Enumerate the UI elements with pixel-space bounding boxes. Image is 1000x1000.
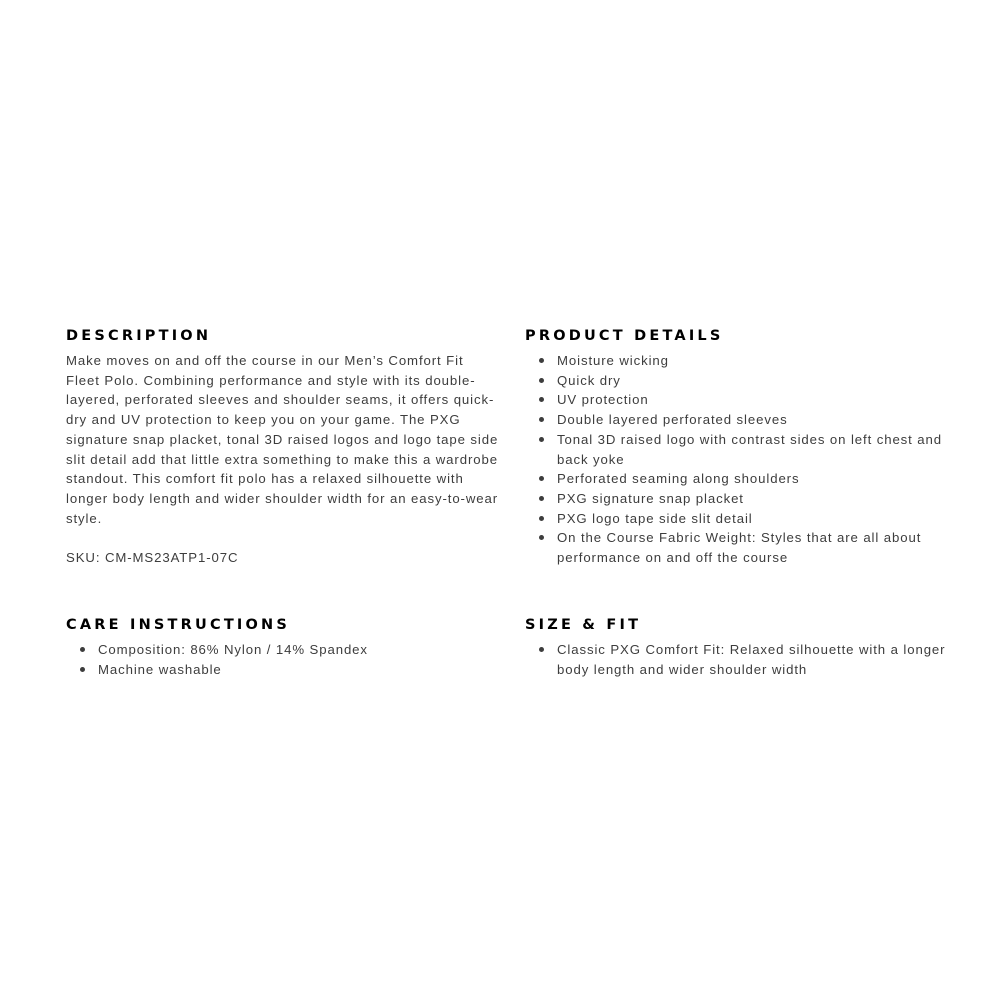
- list-item: [525, 640, 947, 679]
- list-item: [525, 410, 942, 430]
- list-item: [525, 469, 942, 489]
- bullet-icon: [539, 535, 544, 540]
- list-item-text: Perforated seaming along shoulders: [557, 471, 800, 487]
- bullet-icon: [539, 437, 544, 442]
- list-item-text: On the Course Fabric Weight: Styles that are all about performance on and off the course: [557, 530, 922, 566]
- size-fit-section: [525, 617, 960, 679]
- list-item: [525, 351, 942, 371]
- sku-text: SKU: CM-MS23ATP1-07C: [66, 550, 239, 566]
- bullet-icon: [539, 476, 544, 481]
- list-item: [525, 371, 942, 391]
- list-item-text: Composition: 86% Nylon / 14% Spandex: [98, 642, 368, 657]
- bullet-icon: [539, 496, 544, 501]
- list-item: [525, 528, 942, 567]
- description-section: [66, 328, 501, 568]
- size-fit-list: [525, 640, 960, 679]
- product-details-heading: PRODUCT DETAILS: [525, 328, 724, 344]
- size-fit-heading: SIZE & FIT: [525, 617, 642, 633]
- description-text: Make moves on and off the course in our Men’s Comfort Fit Fleet Polo. Combining performance and style with its double-layered, perforated sleeves and shoulder seams, it offers quick-dry and UV protection to keep you on your game. The PXG signature snap placket, tonal 3D raised logos and logo tape side slit detail add that little extra something to make this a wardrobe standout. This comfort fit polo has a relaxed silhouette with longer body length and wider shoulder width for an easy-to-wear style.: [66, 353, 499, 526]
- bullet-icon: [80, 647, 85, 652]
- list-item: [66, 640, 501, 660]
- product-details-section: [525, 328, 960, 568]
- list-item-text: Classic PXG Comfort Fit: Relaxed silhouette with a longer body length and wider shoulder width: [557, 642, 946, 677]
- list-item-text: Double layered perforated sleeves: [557, 412, 788, 428]
- bullet-icon: [80, 667, 85, 672]
- list-item-text: PXG logo tape side slit detail: [557, 510, 753, 526]
- list-item-text: PXG signature snap placket: [557, 490, 744, 506]
- list-item: [525, 509, 942, 529]
- bullet-icon: [539, 647, 544, 652]
- list-item: [66, 660, 501, 680]
- care-instructions-list: [66, 640, 501, 679]
- bullet-icon: [539, 516, 544, 521]
- care-instructions-heading: CARE INSTRUCTIONS: [66, 617, 291, 633]
- list-item-text: Moisture wicking: [557, 353, 669, 368]
- list-item-text: UV protection: [557, 392, 649, 408]
- description-heading: DESCRIPTION: [66, 328, 212, 344]
- list-item: [525, 430, 942, 469]
- bullet-icon: [539, 358, 544, 363]
- list-item: [525, 489, 942, 509]
- list-item: [525, 390, 942, 410]
- list-item-text: Machine washable: [98, 661, 222, 677]
- care-instructions-section: [66, 617, 501, 679]
- bullet-icon: [539, 417, 544, 422]
- list-item-text: Quick dry: [557, 372, 621, 388]
- list-item-text: Tonal 3D raised logo with contrast sides on left chest and back yoke: [557, 431, 943, 467]
- product-details-list: [525, 351, 960, 568]
- bullet-icon: [539, 378, 544, 383]
- bullet-icon: [539, 397, 544, 402]
